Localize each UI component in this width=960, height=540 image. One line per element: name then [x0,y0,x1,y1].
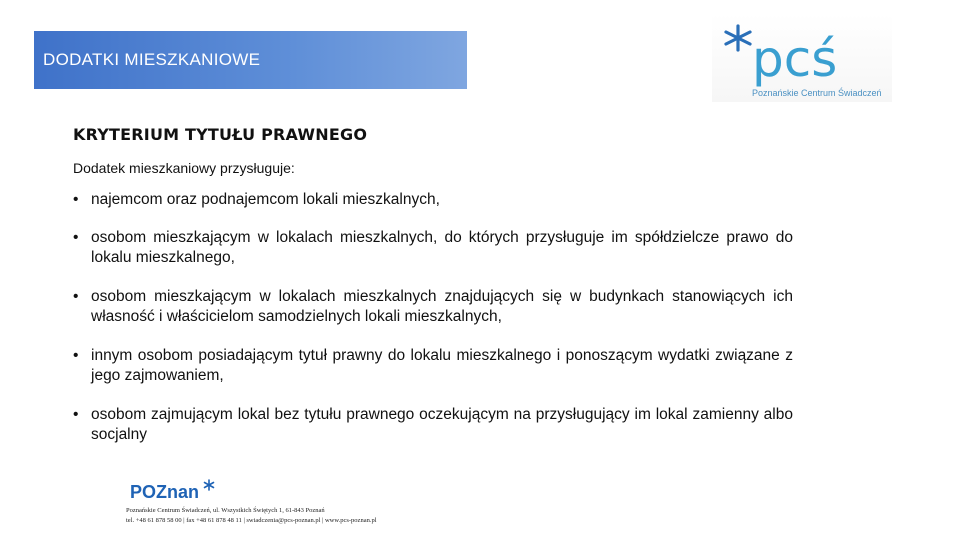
poznan-logo-graphic [130,478,220,504]
list-item: • innym osobom posiadającym tytuł prawny do lokalu mieszkalnego i ponoszącym wydatki związane z jego zajmowaniem, [73,346,793,386]
svg-text:POZnan: POZnan [130,482,200,502]
list-item: • osobom zajmującym lokal bez tytułu prawnego oczekującym na przysługujący im lokal zamienny albo socjalny [73,405,793,445]
banner-title: DODATKI MIESZKANIOWE [43,50,261,69]
section-heading: KRYTERIUM TYTUŁU PRAWNEGO [73,125,368,144]
title-banner [34,31,467,89]
footer-contact: tel. +48 61 878 58 00 | fax +48 61 878 48 11 | swiadczenia@pcs-poznan.pl | www.pcs-poznan.pl [126,517,377,524]
footer-address: Poznańskie Centrum Świadczeń, ul. Wszystkich Świętych 1, 61-843 Poznań [126,507,325,514]
list-item: • najemcom oraz podnajemcom lokali mieszkalnych, [73,190,793,210]
list-item: • osobom mieszkającym w lokalach mieszkalnych znajdujących się w budynkach stanowiących ich własność i właścicielom samodzielnych lokali mieszkalnych, [73,287,793,327]
svg-text:pcś: pcś [752,30,838,88]
pcs-logo [712,14,892,102]
poznan-logo [130,478,220,504]
criteria-list [73,190,793,464]
logo-subtitle: Poznańskie Centrum Świadczeń [752,88,882,98]
intro-text: Dodatek mieszkaniowy przysługuje: [73,160,295,176]
list-item: • osobom mieszkającym w lokalach mieszkalnych, do których przysługuje im spółdzielcze prawo do lokalu mieszkalnego, [73,228,793,268]
